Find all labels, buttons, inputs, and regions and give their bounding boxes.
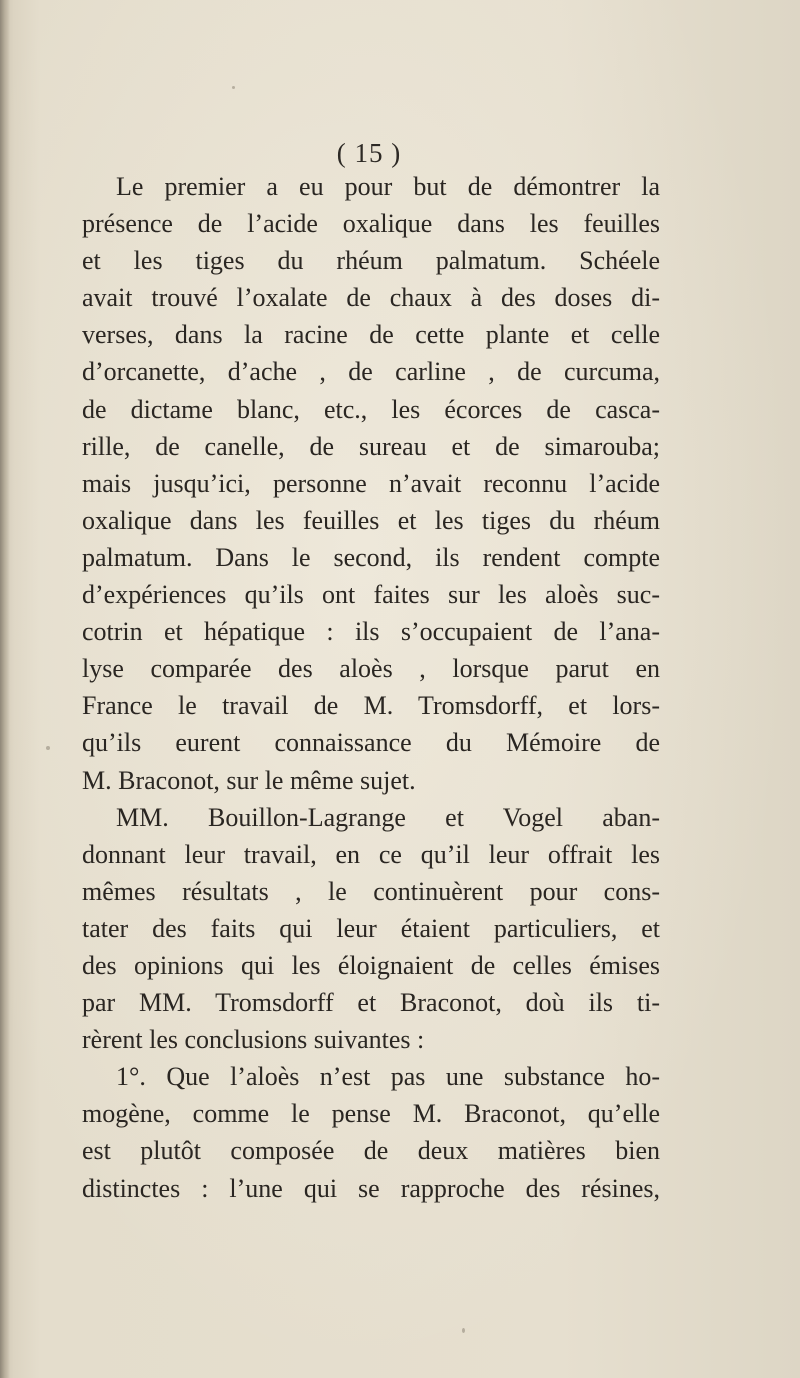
- text-line: M. Braconot, sur le même sujet.: [82, 765, 416, 795]
- text-line: d’expériences qu’ils ont faites sur les aloès suc-: [82, 580, 660, 610]
- body-text: [82, 168, 660, 1207]
- text-line: avait trouvé l’oxalate de chaux à des doses di-: [82, 283, 660, 313]
- text-line: mogène, comme le pense M. Braconot, qu’elle: [82, 1099, 660, 1129]
- text-line: donnant leur travail, en ce qu’il leur offrait les: [82, 839, 660, 869]
- paper-speck: [462, 1328, 465, 1333]
- text-line: lyse comparée des aloès , lorsque parut en: [82, 654, 660, 684]
- paper-speck: [232, 86, 235, 89]
- text-line: d’orcanette, d’ache , de carline , de curcuma,: [82, 357, 660, 387]
- text-line: mêmes résultats , le continuèrent pour cons-: [82, 876, 660, 906]
- text-line: 1°. Que l’aloès n’est pas une substance ho-: [116, 1062, 660, 1092]
- text-line: de dictame blanc, etc., les écorces de casca-: [82, 394, 660, 424]
- binding-edge: [0, 0, 10, 1378]
- text-line: qu’ils eurent connaissance du Mémoire de: [82, 728, 660, 758]
- text-line: France le travail de M. Tromsdorff, et lors-: [82, 691, 660, 721]
- text-line: MM. Bouillon-Lagrange et Vogel aban-: [116, 802, 660, 832]
- text-line: et les tiges du rhéum palmatum. Schéele: [82, 246, 660, 276]
- text-line: par MM. Tromsdorff et Braconot, doù ils ti-: [82, 988, 660, 1018]
- text-line: palmatum. Dans le second, ils rendent compte: [82, 542, 660, 572]
- text-line: est plutôt composée de deux matières bien: [82, 1136, 660, 1166]
- text-line: Le premier a eu pour but de démontrer la: [116, 172, 660, 201]
- text-line: cotrin et hépatique : ils s’occupaient de l’ana-: [82, 617, 660, 647]
- text-line: des opinions qui les éloignaient de celles émises: [82, 950, 660, 980]
- page-number: ( 15 ): [336, 138, 402, 168]
- text-line: mais jusqu’ici, personne n’avait reconnu l’acide: [82, 468, 660, 498]
- text-line: distinctes : l’une qui se rapproche des résines,: [82, 1173, 660, 1203]
- text-line: rèrent les conclusions suivantes :: [82, 1025, 425, 1055]
- text-line: rille, de canelle, de sureau et de simarouba;: [82, 431, 660, 461]
- text-line: verses, dans la racine de cette plante et celle: [82, 320, 660, 350]
- text-line: présence de l’acide oxalique dans les feuilles: [82, 209, 660, 239]
- text-line: oxalique dans les feuilles et les tiges du rhéum: [82, 505, 660, 535]
- text-line: tater des faits qui leur étaient particuliers, et: [82, 913, 660, 943]
- paper-speck: [46, 746, 50, 750]
